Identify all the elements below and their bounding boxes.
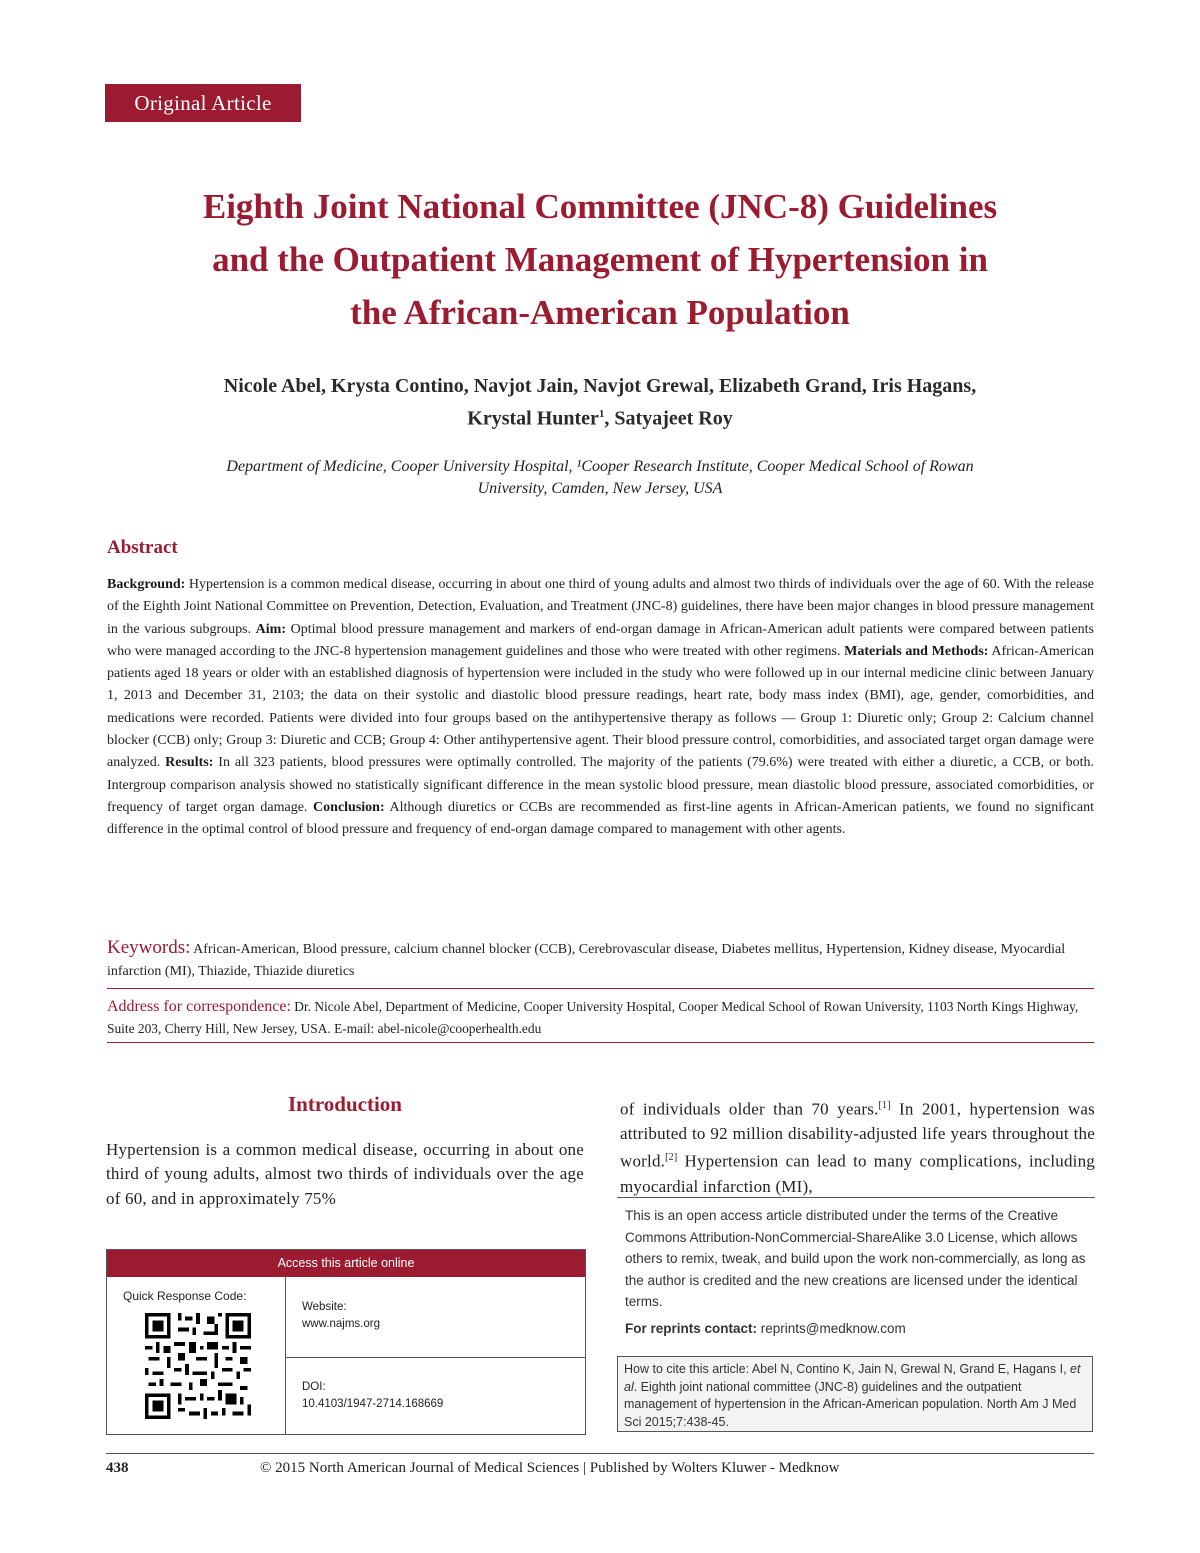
website-label: Website: xyxy=(302,1301,347,1313)
divider xyxy=(107,988,1094,989)
aim-label: Aim: xyxy=(255,621,286,637)
abstract-body xyxy=(107,574,1094,842)
body-text: In 2001, hypertension was attributed to 92 million disability-adjusted life years throughout the world. xyxy=(620,1099,1095,1172)
doi-link[interactable]: 10.4103/1947-2714.168669 xyxy=(302,1398,444,1410)
footer-divider xyxy=(106,1453,1094,1454)
correspondence-address xyxy=(107,996,1094,1040)
results-label: Results: xyxy=(165,755,214,771)
affiliation-line: Department of Medicine, Cooper University Hospital, ¹Cooper Research Institute, Cooper Medical School of Rowan xyxy=(226,458,974,475)
divider xyxy=(107,1042,1094,1043)
methods-label: Materials and Methods: xyxy=(844,643,989,659)
reference-link[interactable]: [1] xyxy=(878,1100,891,1111)
keywords xyxy=(107,937,1094,983)
intro-left-column: Hypertension is a common medical disease, occurring in about one third of young adults, almost two thirds of individuals over the age of 60, and in approximately 75% xyxy=(106,1140,584,1208)
citation-text: How to cite this article: Abel N, Contino K, Jain N, Grewal N, Grand E, Hagans I, xyxy=(624,1362,1071,1376)
author-list xyxy=(100,372,1100,433)
body-text: Hypertension can lead to many complications, including myocardial infarction (MI), xyxy=(620,1152,1095,1196)
results-text: In all 323 patients, blood pressures were optimally controlled. The majority of the patients (79.6%) were treated with either a diuretic, a CCB, or both. Intergroup comparison analysis showed no statistically significant difference in the mean systolic blood pressure, mean diastolic blood pressure, associated comorbidities, or frequency of target organ damage. xyxy=(107,755,1094,815)
page-number: 438 xyxy=(106,1460,129,1476)
license-text: This is an open access article distributed under the terms of the Creative Commons Attribution-NonCommercial-ShareAlike 3.0 License, which allows others to remix, tweak, and build upon the work non-commercially, as long as the author is credited and the new creations are licensed under the identical terms. xyxy=(625,1208,1086,1309)
website-cell xyxy=(286,1277,585,1358)
intro-right-column xyxy=(620,1094,1095,1199)
affiliation xyxy=(100,456,1100,500)
background-text: Hypertension is a common medical disease, occurring in about one third of young adults and almost two thirds of individuals over the age of 60. With the release of the Eighth Joint National Committee on Prevention, Detection, Evaluation, and Treatment (JNC-8) guidelines, there have been major changes in blood pressure management in the various subgroups. xyxy=(107,577,1094,637)
aim-text: Optimal blood pressure management and markers of end-organ damage in African-American adult patients were compared between patients who were managed according to the JNC-8 hypertension management guidelines and those who were treated with other regimens. xyxy=(107,621,1094,659)
conclusion-label: Conclusion: xyxy=(313,799,385,815)
body-text: of individuals older than 70 years. xyxy=(620,1099,879,1119)
keywords-text: African-American, Blood pressure, calcium channel blocker (CCB), Cerebrovascular disease, Diabetes mellitus, Hypertension, Kidney disease, Myocardial infarction (MI), Thiazide, Thiazide diuretics xyxy=(107,942,1066,979)
citation-text: . Eighth joint national committee (JNC-8) guidelines and the outpatient management of hypertension in the African-American population. North Am J Med Sci 2015;7:438-45. xyxy=(624,1379,1077,1429)
affiliation-line: University, Camden, New Jersey, USA xyxy=(477,480,723,497)
doi-label: DOI: xyxy=(302,1381,326,1393)
footer-text: © 2015 North American Journal of Medical Sciences | Published by Wolters Kluwer - Medknow xyxy=(260,1460,840,1476)
reprints-label: For reprints contact: xyxy=(625,1321,758,1336)
divider xyxy=(617,1197,1095,1198)
title-line: and the Outpatient Management of Hypertension in xyxy=(212,240,988,279)
author-line: Nicole Abel, Krysta Contino, Navjot Jain, Navjot Grewal, Elizabeth Grand, Iris Hagans, xyxy=(223,375,977,397)
citation-box xyxy=(617,1356,1093,1432)
reference-link[interactable]: [2] xyxy=(665,1152,678,1164)
title-line: Eighth Joint National Committee (JNC-8) Guidelines xyxy=(202,187,998,226)
author-name: Krystal Hunter xyxy=(467,407,599,430)
keywords-label: Keywords: xyxy=(107,937,191,958)
qr-label: Quick Response Code: xyxy=(123,1289,247,1303)
address-text: Dr. Nicole Abel, Department of Medicine, Cooper University Hospital, Cooper Medical School of Rowan University, 1103 North Kings Highway, Suite 203, Cherry Hill, New Jersey, USA. E-mail: abel-nicole@cooperhealth.edu xyxy=(107,999,1079,1036)
title-line: the African-American Population xyxy=(350,293,850,332)
address-label: Address for correspondence: xyxy=(107,998,291,1015)
conclusion-text: Although diuretics or CCBs are recommended as first-line agents in African-American patients, we found no significant difference in the optimal control of blood pressure and frequency of end-organ damage compared to management with other agents. xyxy=(107,799,1094,838)
citation-text: et al xyxy=(624,1362,1081,1394)
methods-text: African-American patients aged 18 years or older with an established diagnosis of hypertension were included in the study who were followed up in our internal medicine clinic between January 1, 2013 and December 31, 2103; the data on their systolic and diastolic blood pressure readings, heart rate, body mass index (BMI), age, gender, comorbidities, and medications were recorded. Patients were divided into four groups based on the antihypertensive therapy as follows — Group 1: Diuretic only; Group 2: Calcium channel blocker (CCB) only; Group 3: Diuretic and CCB; Group 4: Other antihypertensive agent. Their blood pressure control, comorbidities, and associated target organ damage were analyzed. xyxy=(107,643,1094,771)
author-line xyxy=(100,400,1100,433)
access-box-header: Access this article online xyxy=(107,1250,585,1277)
article-title xyxy=(100,180,1100,339)
abstract-heading: Abstract xyxy=(107,537,178,558)
affiliation-marker: 1 xyxy=(598,408,605,420)
access-article-box xyxy=(106,1249,586,1435)
access-info-cell xyxy=(286,1277,585,1434)
section-heading: Introduction xyxy=(288,1092,402,1116)
qr-code-icon[interactable] xyxy=(145,1313,251,1419)
qr-cell xyxy=(107,1277,286,1434)
background-label: Background: xyxy=(107,577,186,592)
article-type-badge: Original Article xyxy=(105,84,301,122)
reprints-contact xyxy=(625,1321,1093,1336)
reprints-email[interactable]: reprints@medknow.com xyxy=(757,1321,906,1336)
website-link[interactable]: www.najms.org xyxy=(302,1318,380,1330)
author-name: , Satyajeet Roy xyxy=(604,407,733,430)
